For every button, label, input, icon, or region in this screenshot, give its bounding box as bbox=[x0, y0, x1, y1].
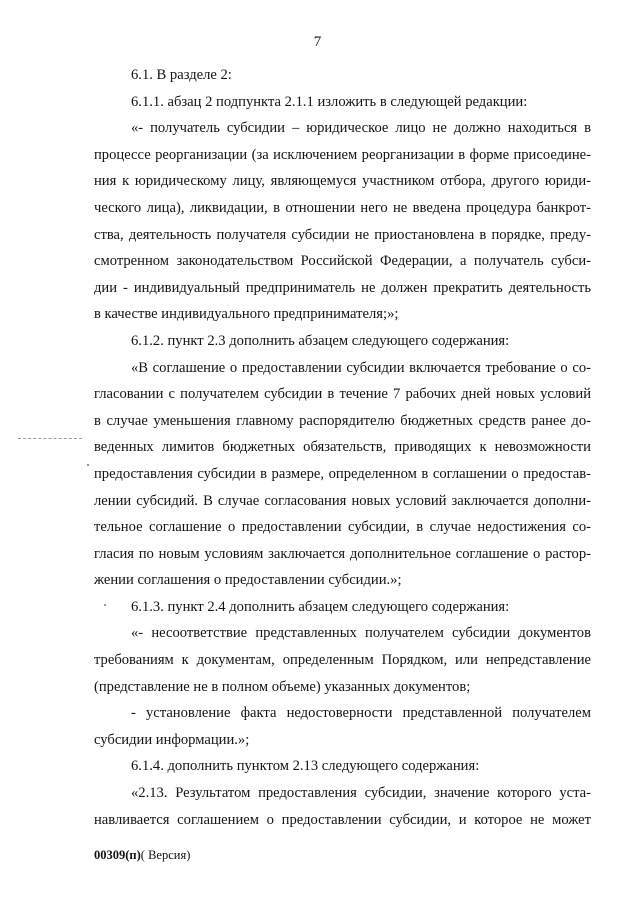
text-line: навливается соглашением о предоставлении субсидии, и которое не может bbox=[94, 811, 591, 828]
paragraph-p3 bbox=[94, 115, 591, 328]
paragraph-p1 bbox=[94, 62, 591, 89]
scan-artifact-dot bbox=[104, 604, 106, 606]
text-line: тельное соглашение о предоставлении субсидии, в случае недостижения со- bbox=[94, 519, 591, 536]
paragraph-p5 bbox=[94, 355, 591, 594]
text-line: жении соглашения о предоставлении субсидии.»; bbox=[94, 572, 402, 589]
text-line: - установление факта недостоверности представленной получателем bbox=[131, 705, 591, 722]
paragraph-p8 bbox=[94, 700, 591, 753]
text-line: «2.13. Результатом предоставления субсидии, значение которого уста- bbox=[131, 785, 591, 802]
paragraph-p2 bbox=[94, 89, 591, 116]
scan-artifact-dot bbox=[87, 464, 89, 466]
text-line: 6.1.2. пункт 2.3 дополнить абзацем следующего содержания: bbox=[131, 332, 510, 349]
text-line: субсидии информации.»; bbox=[94, 731, 250, 748]
text-line: в случае уменьшения главному распорядителю бюджетных средств ранее до- bbox=[94, 412, 591, 429]
paragraph-p4 bbox=[94, 328, 591, 355]
text-line: «- получатель субсидии – юридическое лицо не должно находиться в bbox=[131, 120, 591, 137]
paragraph-p9 bbox=[94, 753, 591, 780]
footer-version: ( Версия) bbox=[140, 848, 191, 862]
text-line: предоставления субсидии в размере, определенном в соглашении о предостав- bbox=[94, 465, 591, 482]
text-line: лении субсидий. В случае согласования новых условий заключается дополни- bbox=[94, 492, 591, 509]
text-line: (представление не в полном объеме) указанных документов; bbox=[94, 678, 471, 695]
footer-code: 00309(п) bbox=[94, 848, 141, 862]
text-line: 6.1. В разделе 2: bbox=[131, 67, 232, 83]
text-line: ства, деятельность получателя субсидии не приостановлена в порядке, преду- bbox=[94, 226, 591, 243]
paragraph-p6 bbox=[94, 594, 591, 621]
text-line: процессе реорганизации (за исключением реорганизации в форме присоедине- bbox=[94, 146, 591, 163]
text-line: гласия по новым условиям заключается дополнительное соглашение о растор- bbox=[94, 545, 591, 562]
text-line: дии - индивидуальный предприниматель не должен прекратить деятельность bbox=[94, 279, 591, 296]
paragraph-p10 bbox=[94, 780, 591, 833]
text-line: ния к юридическому лицу, являющемуся участником отбора, другого юриди- bbox=[94, 173, 591, 190]
text-line: «В соглашение о предоставлении субсидии включается требование о со- bbox=[131, 359, 591, 376]
document-body bbox=[94, 62, 591, 833]
paragraph-p7 bbox=[94, 620, 591, 700]
text-line: 6.1.4. дополнить пунктом 2.13 следующего содержания: bbox=[131, 758, 480, 775]
footer-document-code bbox=[94, 848, 190, 863]
text-line: гласовании с получателем субсидии в течение 7 рабочих дней новых условий bbox=[94, 386, 591, 403]
text-line: 6.1.3. пункт 2.4 дополнить абзацем следующего содержания: bbox=[131, 598, 510, 615]
text-line: смотренном законодательством Российской Федерации, а получатель субси- bbox=[94, 253, 591, 270]
text-line: «- несоответствие представленных получателем субсидии документов bbox=[131, 625, 591, 642]
text-line: веденных лимитов бюджетных обязательств, приводящих к невозможности bbox=[94, 439, 591, 456]
page-number: 7 bbox=[313, 34, 322, 50]
text-line: в качестве индивидуального предпринимателя;»; bbox=[94, 306, 399, 323]
text-line: 6.1.1. абзац 2 подпункта 2.1.1 изложить в следующей редакции: bbox=[131, 93, 528, 110]
text-line: ческого лица), ликвидации, в отношении него не введена процедура банкрот- bbox=[94, 199, 591, 216]
text-line: требованиям к документам, определенным Порядком, или непредставление bbox=[94, 652, 591, 669]
scan-artifact-dashes bbox=[18, 438, 82, 439]
